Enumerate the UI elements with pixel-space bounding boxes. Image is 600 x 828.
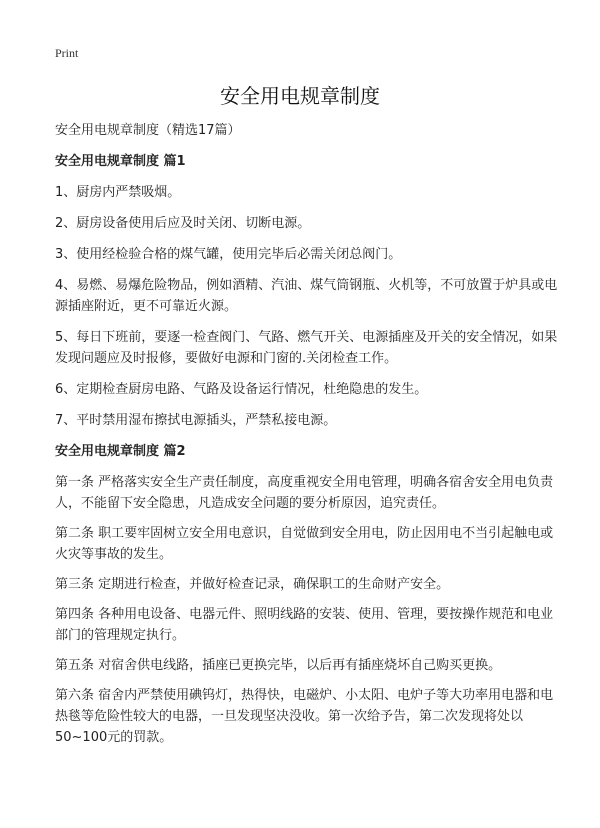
print-link[interactable]: Print <box>55 46 79 60</box>
list-item: 6、定期检查厨房电路、气路及设备运行情况，杜绝隐患的发生。 <box>55 382 428 397</box>
section-2 <box>55 441 560 748</box>
list-item: 5、每日下班前，要逐一检查阀门、气路、燃气开关、电源插座及开关的安全情况，如果发现问题应及时报修，要做好电源和门窗的.关闭检查工作。 <box>55 330 558 366</box>
document-body <box>55 120 560 757</box>
document-subtitle: 安全用电规章制度（精选17篇） <box>55 123 241 138</box>
section-heading: 安全用电规章制度 篇2 <box>55 444 186 459</box>
section-1 <box>55 151 560 431</box>
article-paragraph: 第五条 对宿舍供电线路，插座已更换完毕，以后再有插座烧坏自己购买更换。 <box>55 658 502 673</box>
list-item: 4、易燃、易爆危险物品，例如酒精、汽油、煤气筒钢瓶、火机等，不可放置于炉具或电源插座附近，更不可靠近火源。 <box>55 278 558 314</box>
list-item: 3、使用经检验合格的煤气罐，使用完毕后必需关闭总阀门。 <box>55 247 402 262</box>
article-paragraph: 第一条 严格落实安全生产责任制度，高度重视安全用电管理，明确各宿舍安全用电负责人，不能留下安全隐患，凡造成安全问题的要分析原因，追究责任。 <box>55 475 554 511</box>
list-item: 1、厨房内严禁吸烟。 <box>55 185 181 200</box>
article-paragraph: 第三条 定期进行检查，并做好检查记录，确保职工的生命财产安全。 <box>55 577 450 592</box>
list-item: 2、厨房设备使用后应及时关闭、切断电源。 <box>55 216 311 231</box>
section-heading: 安全用电规章制度 篇1 <box>55 154 186 169</box>
article-paragraph: 第六条 宿舍内严禁使用碘钨灯，热得快，电磁炉、小太阳、电炉子等大功率用电器和电热毯等危险性较大的电器，一旦发现坚决没收。第一次给予告，第二次发现将处以50~100元的罚款。 <box>55 688 554 745</box>
article-paragraph: 第四条 各种用电设备、电器元件、照明线路的安装、使用、管理，要按操作规范和电业部门的管理规定执行。 <box>55 607 554 643</box>
article-paragraph: 第二条 职工要牢固树立安全用电意识，自觉做到安全用电，防止因用电不当引起触电或火灾等事故的发生。 <box>55 526 554 562</box>
page-title: 安全用电规章制度 <box>220 84 380 108</box>
list-item: 7、平时禁用湿布擦拭电源插头，严禁私接电源。 <box>55 413 337 428</box>
